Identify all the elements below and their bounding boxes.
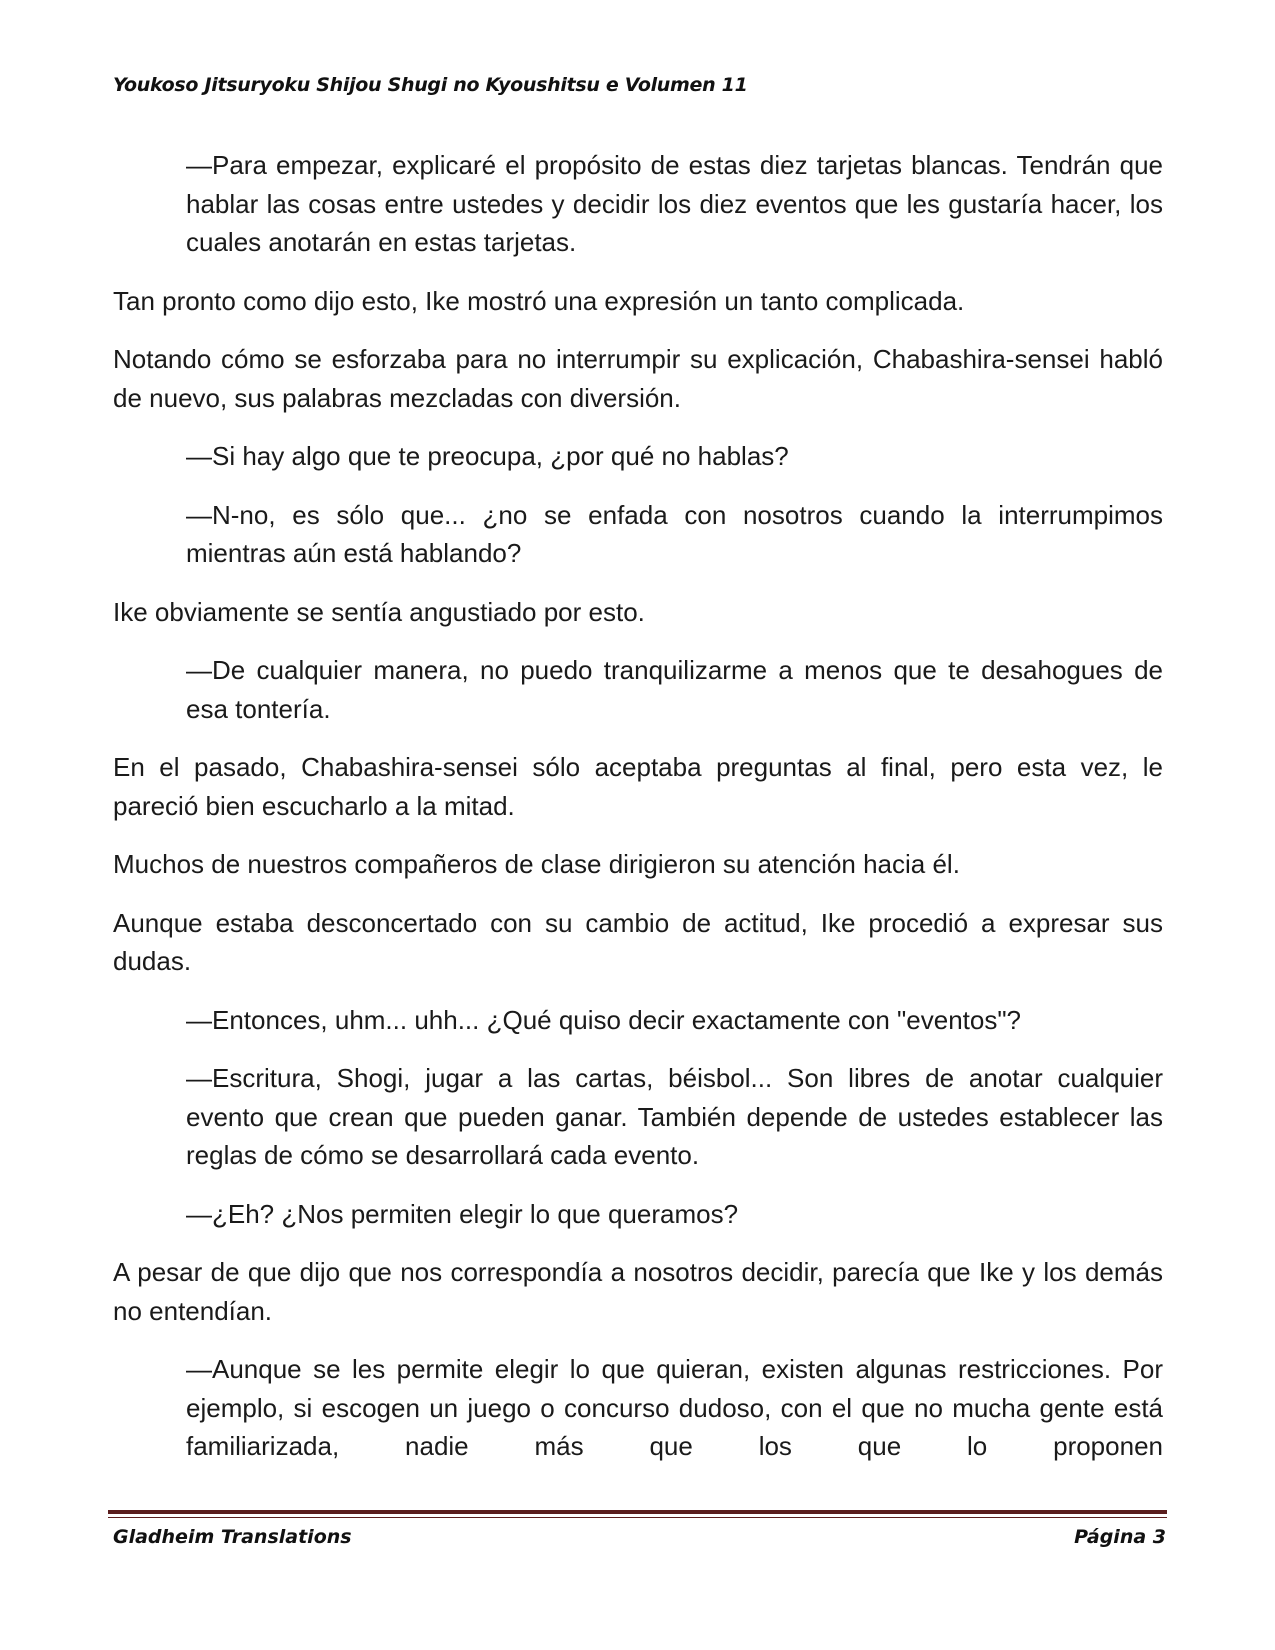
dialogue-paragraph: —¿Eh? ¿Nos permiten elegir lo que queramos? xyxy=(186,1198,739,1229)
dialogue-paragraph: —De cualquier manera, no puedo tranquilizarme a menos que te desahogues de esa tontería. xyxy=(186,655,1163,724)
dialogue-paragraph: —Para empezar, explicaré el propósito de estas diez tarjetas blancas. Tendrán que hablar las cosas entre ustedes y decidir los diez eventos que les gustaría hacer, los cuales anotarán en estas tarjetas. xyxy=(186,150,1163,257)
page-number: Página 3 xyxy=(1074,1526,1166,1548)
footer-rule-thick xyxy=(108,1510,1167,1514)
dialogue-paragraph: —Aunque se les permite elegir lo que quieran, existen algunas restricciones. Por ejemplo, si escogen un juego o concurso dudoso, con el que no mucha gente está familiarizada, nadie más que los que lo proponen xyxy=(186,1354,1163,1461)
body-text xyxy=(113,146,1163,1466)
narration-paragraph: Muchos de nuestros compañeros de clase dirigieron su atención hacia él. xyxy=(113,849,960,879)
running-header: Youkoso Jitsuryoku Shijou Shugi no Kyoushitsu e Volumen 11 xyxy=(113,74,748,96)
narration-paragraph: Aunque estaba desconcertado con su cambio de actitud, Ike procedió a expresar sus dudas. xyxy=(113,907,1163,976)
dialogue-paragraph: —Entonces, uhm... uhh... ¿Qué quiso decir exactamente con "eventos"? xyxy=(186,1004,1022,1035)
dialogue-paragraph: —N-no, es sólo que... ¿no se enfada con nosotros cuando la interrumpimos mientras aún está hablando? xyxy=(186,499,1163,568)
narration-paragraph: Notando cómo se esforzaba para no interrumpir su explicación, Chabashira-sensei habló de nuevo, sus palabras mezcladas con diversión. xyxy=(113,344,1163,413)
narration-paragraph: Tan pronto como dijo esto, Ike mostró una expresión un tanto complicada. xyxy=(113,285,965,316)
footer-credit: Gladheim Translations xyxy=(113,1526,352,1548)
narration-paragraph: Ike obviamente se sentía angustiado por esto. xyxy=(113,596,645,627)
narration-paragraph: En el pasado, Chabashira-sensei sólo aceptaba preguntas al final, pero esta vez, le pareció bien escucharlo a la mitad. xyxy=(113,752,1163,821)
dialogue-paragraph: —Si hay algo que te preocupa, ¿por qué no hablas? xyxy=(186,441,789,471)
footer-rule-thin xyxy=(108,1517,1167,1518)
narration-paragraph: A pesar de que dijo que nos correspondía a nosotros decidir, parecía que Ike y los demás no entendían. xyxy=(113,1257,1163,1326)
dialogue-paragraph: —Escritura, Shogi, jugar a las cartas, béisbol... Son libres de anotar cualquier evento que crean que pueden ganar. También depende de ustedes establecer las reglas de cómo se desarrollará cada evento. xyxy=(186,1063,1163,1170)
